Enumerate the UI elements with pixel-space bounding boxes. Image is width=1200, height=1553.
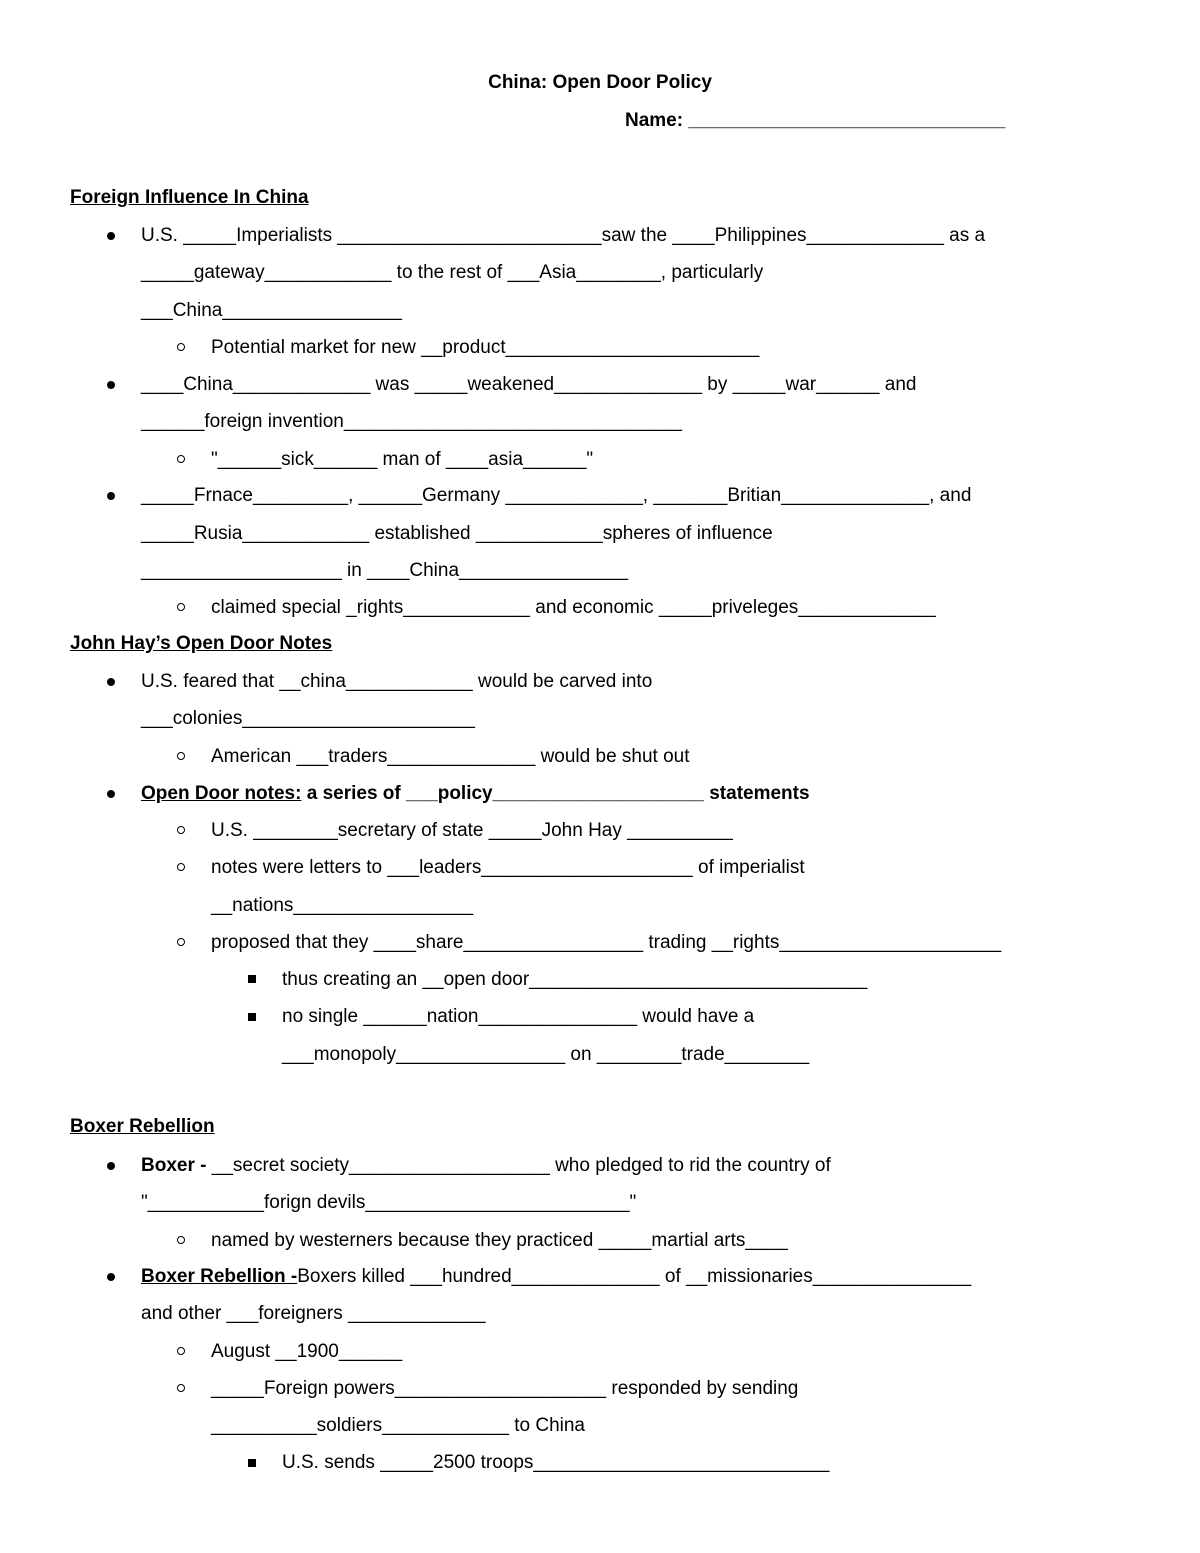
circle-bullet-icon — [177, 1236, 189, 1248]
list-item-continuation: _____gateway____________ to the rest of ___Asia________, particularly — [141, 262, 764, 283]
page-title: China: Open Door Policy — [488, 72, 712, 93]
bullet-icon — [106, 381, 116, 391]
circle-bullet-icon — [177, 455, 189, 467]
circle-bullet-icon — [177, 343, 189, 355]
term-label: Boxer Rebellion - — [141, 1266, 298, 1287]
list-item-continuation: "___________forign devils_________________________" — [141, 1192, 637, 1213]
list-item — [141, 1265, 971, 1289]
list-item: U.S. _____Imperialists _________________________saw the ____Philippines_____________ as a — [141, 225, 986, 246]
circle-bullet-icon — [177, 863, 189, 875]
term-definition: a series of ___policy____________________ statements — [301, 783, 810, 804]
list-item — [141, 1154, 831, 1178]
sub-list-item: American ___traders______________ would be shut out — [211, 746, 690, 767]
bullet-icon — [106, 678, 116, 688]
sub-list-item: claimed special _rights____________ and economic _____priveleges_____________ — [211, 597, 936, 618]
sub-list-item: "______sick______ man of ____asia______" — [211, 449, 594, 470]
term-definition: __secret society___________________ who pledged to rid the country of — [206, 1155, 831, 1176]
circle-bullet-icon — [177, 603, 189, 615]
circle-bullet-icon — [177, 752, 189, 764]
list-item-continuation: ___________________ in ____China________________ — [141, 560, 629, 581]
circle-bullet-icon — [177, 938, 189, 950]
sub-list-item: notes were letters to ___leaders____________________ of imperialist — [211, 857, 805, 878]
sub-sub-list-item: no single ______nation_______________ would have a — [282, 1006, 755, 1027]
list-item-continuation: ______foreign invention________________________________ — [141, 411, 682, 432]
section-heading-open-door-notes: John Hay’s Open Door Notes — [70, 633, 333, 654]
list-item: U.S. feared that __china____________ would be carved into — [141, 671, 653, 692]
section-heading-foreign-influence: Foreign Influence In China — [70, 187, 309, 208]
sub-list-item: U.S. ________secretary of state _____John Hay __________ — [211, 820, 733, 841]
term-definition: Boxers killed ___hundred______________ of __missionaries_______________ — [297, 1266, 972, 1287]
sub-sub-list-item: U.S. sends _____2500 troops____________________________ — [282, 1452, 830, 1473]
sub-list-item: _____Foreign powers____________________ responded by sending — [211, 1378, 799, 1399]
bullet-icon — [106, 232, 116, 242]
sub-list-item: named by westerners because they practiced _____martial arts____ — [211, 1230, 788, 1251]
square-bullet-icon — [248, 1013, 258, 1023]
sub-list-item-continuation: __________soldiers____________ to China — [211, 1415, 585, 1436]
sub-list-item-continuation: __nations_________________ — [211, 895, 474, 916]
list-item: ____China_____________ was _____weakened______________ by _____war______ and — [141, 374, 917, 395]
sub-list-item: August __1900______ — [211, 1341, 403, 1362]
term-label: Boxer - — [141, 1155, 207, 1176]
circle-bullet-icon — [177, 826, 189, 838]
list-item — [141, 782, 810, 806]
list-item-continuation: ___China_________________ — [141, 300, 402, 321]
term-label: Open Door notes: — [141, 783, 302, 804]
bullet-icon — [106, 1162, 116, 1172]
circle-bullet-icon — [177, 1384, 189, 1396]
bullet-icon — [106, 1273, 116, 1283]
section-heading-boxer-rebellion: Boxer Rebellion — [70, 1116, 215, 1137]
bullet-icon — [106, 790, 116, 800]
square-bullet-icon — [248, 975, 258, 985]
sub-list-item: Potential market for new __product________________________ — [211, 337, 760, 358]
circle-bullet-icon — [177, 1347, 189, 1359]
name-field-label: Name: ______________________________ — [625, 110, 1006, 131]
sub-sub-list-item: thus creating an __open door________________________________ — [282, 969, 868, 990]
list-item-continuation: _____Rusia____________ established ____________spheres of influence — [141, 523, 773, 544]
sub-sub-list-item-continuation: ___monopoly________________ on ________trade________ — [282, 1044, 810, 1065]
list-item-continuation: ___colonies______________________ — [141, 708, 475, 729]
list-item: _____Frnace_________, ______Germany _____________, _______Britian______________, and — [141, 485, 972, 506]
list-item-continuation: and other ___foreigners _____________ — [141, 1303, 486, 1324]
square-bullet-icon — [248, 1459, 258, 1469]
bullet-icon — [106, 492, 116, 502]
sub-list-item: proposed that they ____share_________________ trading __rights_____________________ — [211, 932, 1002, 953]
